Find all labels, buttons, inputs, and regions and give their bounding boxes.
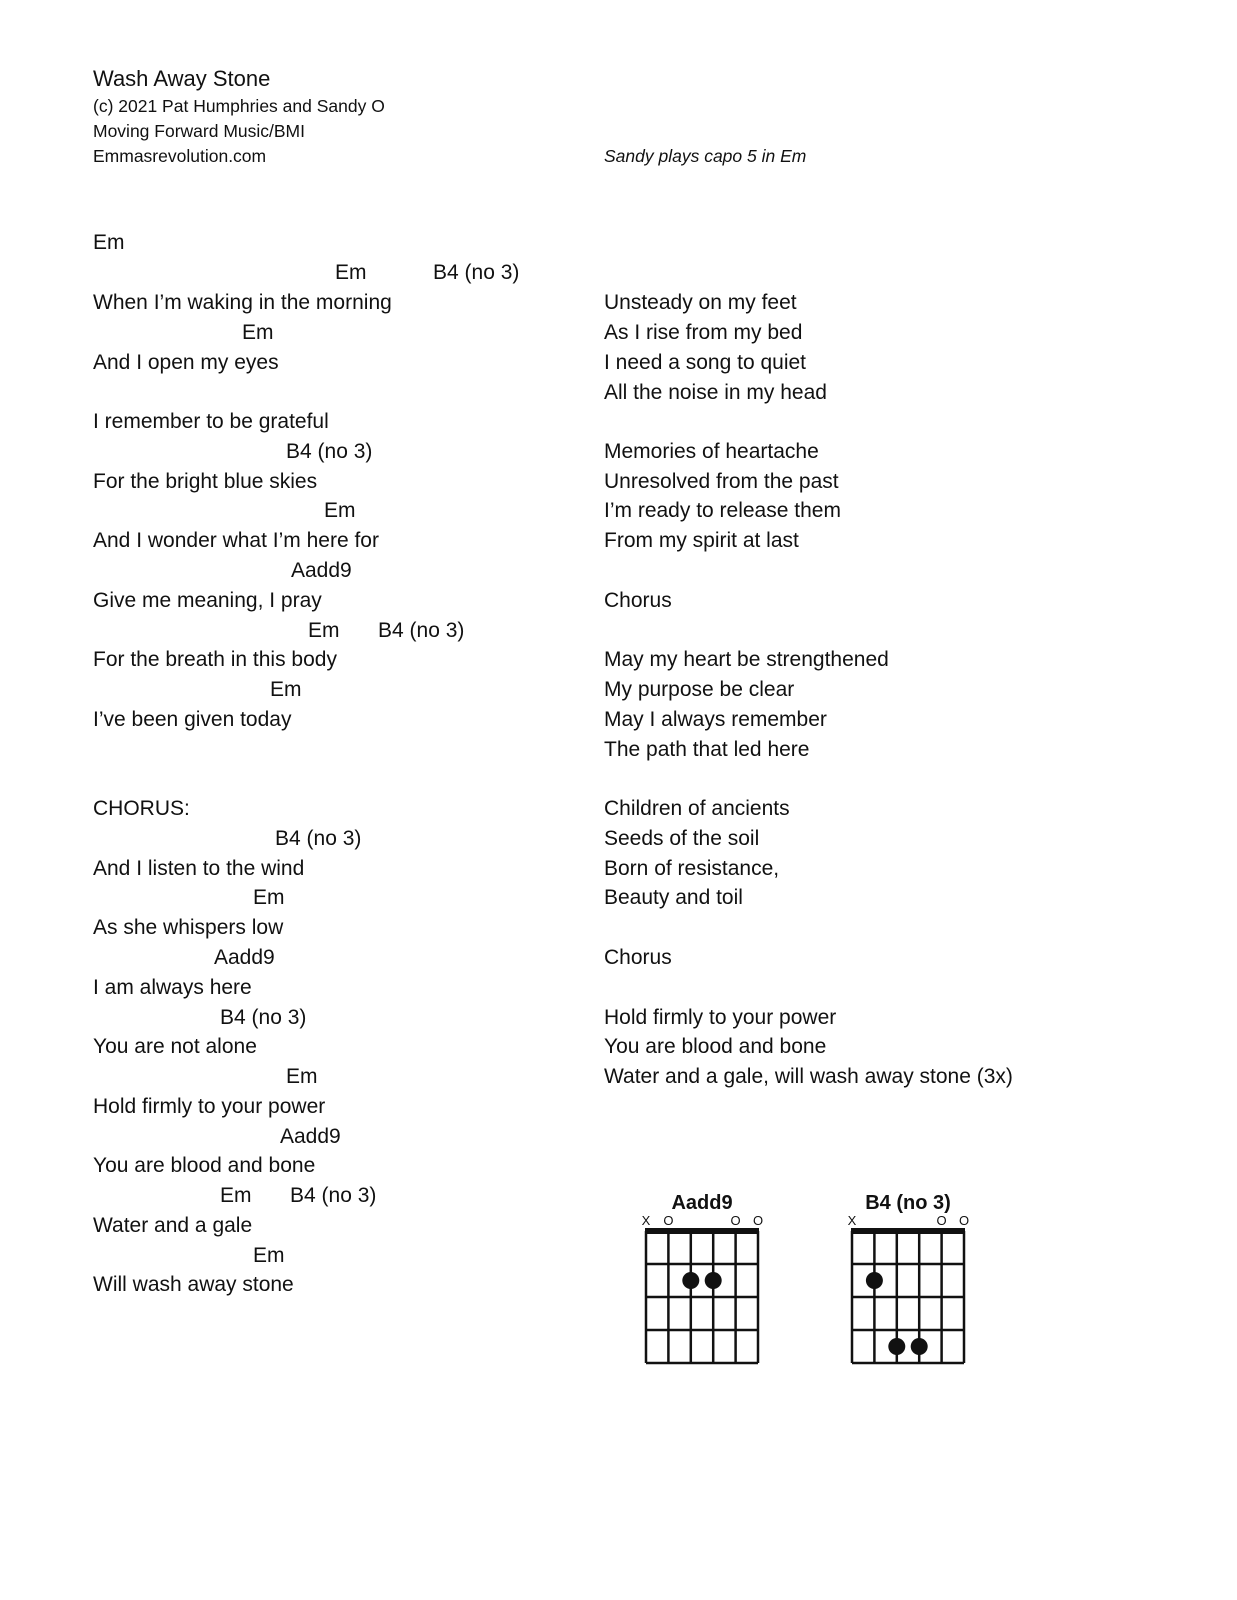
chorus-label: CHORUS:: [93, 797, 190, 820]
chord: Em: [242, 321, 274, 344]
lyric-line: You are blood and bone: [604, 1035, 827, 1058]
lyric-line: For the bright blue skies: [93, 470, 318, 493]
lyric-line: Hold firmly to your power: [93, 1095, 326, 1118]
chord: B4 (no 3): [286, 440, 373, 463]
lyric-line: I’ve been given today: [93, 708, 292, 731]
lyric-line: You are blood and bone: [93, 1154, 316, 1177]
chord-diagram-nut: [645, 1228, 759, 1234]
lyric-line: You are not alone: [93, 1035, 257, 1058]
lyric-line: My purpose be clear: [604, 678, 795, 701]
finger-dot: [682, 1272, 699, 1289]
chord: B4 (no 3): [433, 261, 520, 284]
finger-dot: [705, 1272, 722, 1289]
muted-string-mark: X: [641, 1213, 651, 1228]
lyric-line: When I’m waking in the morning: [93, 291, 392, 314]
lyric-line: I remember to be grateful: [93, 410, 329, 433]
open-string-mark: O: [752, 1213, 764, 1228]
song-title: Wash Away Stone: [93, 66, 271, 91]
open-string-mark: O: [936, 1213, 947, 1228]
chord: B4 (no 3): [275, 827, 362, 850]
finger-dot: [866, 1272, 883, 1289]
open-string-mark: O: [958, 1213, 970, 1228]
lyric-line: Water and a gale, will wash away stone (3x): [604, 1065, 1013, 1088]
capo-note: Sandy plays capo 5 in Em: [604, 146, 807, 166]
muted-string-mark: X: [847, 1213, 857, 1228]
lyric-line: Memories of heartache: [604, 440, 819, 463]
lyric-line: May I always remember: [604, 708, 827, 731]
chord: B4 (no 3): [220, 1006, 307, 1029]
chorus-reference: Chorus: [604, 589, 672, 612]
lyric-line: Unresolved from the past: [604, 470, 839, 493]
chord: Em: [220, 1184, 252, 1207]
chord: B4 (no 3): [378, 619, 465, 642]
lyric-line: I need a song to quiet: [604, 351, 806, 374]
lyric-line: Will wash away stone: [93, 1273, 294, 1296]
chord-diagram-title: B4 (no 3): [865, 1192, 951, 1214]
lyric-line: Beauty and toil: [604, 886, 743, 909]
open-string-mark: O: [730, 1213, 741, 1228]
lyric-line: I am always here: [93, 976, 252, 999]
chord: Em: [324, 499, 356, 522]
lyric-line: All the noise in my head: [604, 381, 827, 404]
lyric-line: Seeds of the soil: [604, 827, 760, 850]
lyric-line: As I rise from my bed: [604, 321, 803, 344]
finger-dot: [888, 1338, 905, 1355]
lyric-line: And I listen to the wind: [93, 857, 305, 880]
lyric-line: Children of ancients: [604, 797, 790, 820]
website-line: Emmasrevolution.com: [93, 146, 267, 166]
lyric-line: From my spirit at last: [604, 529, 799, 552]
chord: Em: [308, 619, 340, 642]
publisher-line: Moving Forward Music/BMI: [93, 121, 305, 141]
lyric-line: Water and a gale: [93, 1214, 253, 1237]
lyric-line: Unsteady on my feet: [604, 291, 797, 314]
chord: Aadd9: [291, 559, 352, 582]
chord: Em: [286, 1065, 318, 1088]
lyric-line: The path that led here: [604, 738, 810, 761]
chord: Em: [253, 1244, 285, 1267]
chord-diagram-nut: [851, 1228, 965, 1234]
chord-diagram-svg: [640, 1185, 768, 1375]
chord: Aadd9: [214, 946, 275, 969]
lyric-line: May my heart be strengthened: [604, 648, 889, 671]
lyric-line: Born of resistance,: [604, 857, 780, 880]
lyric-line: Give me meaning, I pray: [93, 589, 322, 612]
chord-diagram-svg: [846, 1185, 974, 1375]
finger-dot: [911, 1338, 928, 1355]
lyric-line: For the breath in this body: [93, 648, 337, 671]
open-string-mark: O: [663, 1213, 674, 1228]
chord-diagram-aadd9: [640, 1185, 768, 1375]
lyric-line: I’m ready to release them: [604, 499, 841, 522]
chord-diagram-b4: [846, 1185, 974, 1375]
copyright-line: (c) 2021 Pat Humphries and Sandy O: [93, 96, 385, 116]
intro-chord: Em: [93, 231, 125, 254]
lyric-line: Hold firmly to your power: [604, 1006, 837, 1029]
lyric-line: And I open my eyes: [93, 351, 279, 374]
chord: B4 (no 3): [290, 1184, 377, 1207]
lyric-line: And I wonder what I’m here for: [93, 529, 379, 552]
chord: Aadd9: [280, 1125, 341, 1148]
chorus-reference: Chorus: [604, 946, 672, 969]
lyric-line: As she whispers low: [93, 916, 284, 939]
chord: Em: [270, 678, 302, 701]
chord: Em: [335, 261, 367, 284]
chord: Em: [253, 886, 285, 909]
chord-diagram-title: Aadd9: [671, 1192, 733, 1214]
